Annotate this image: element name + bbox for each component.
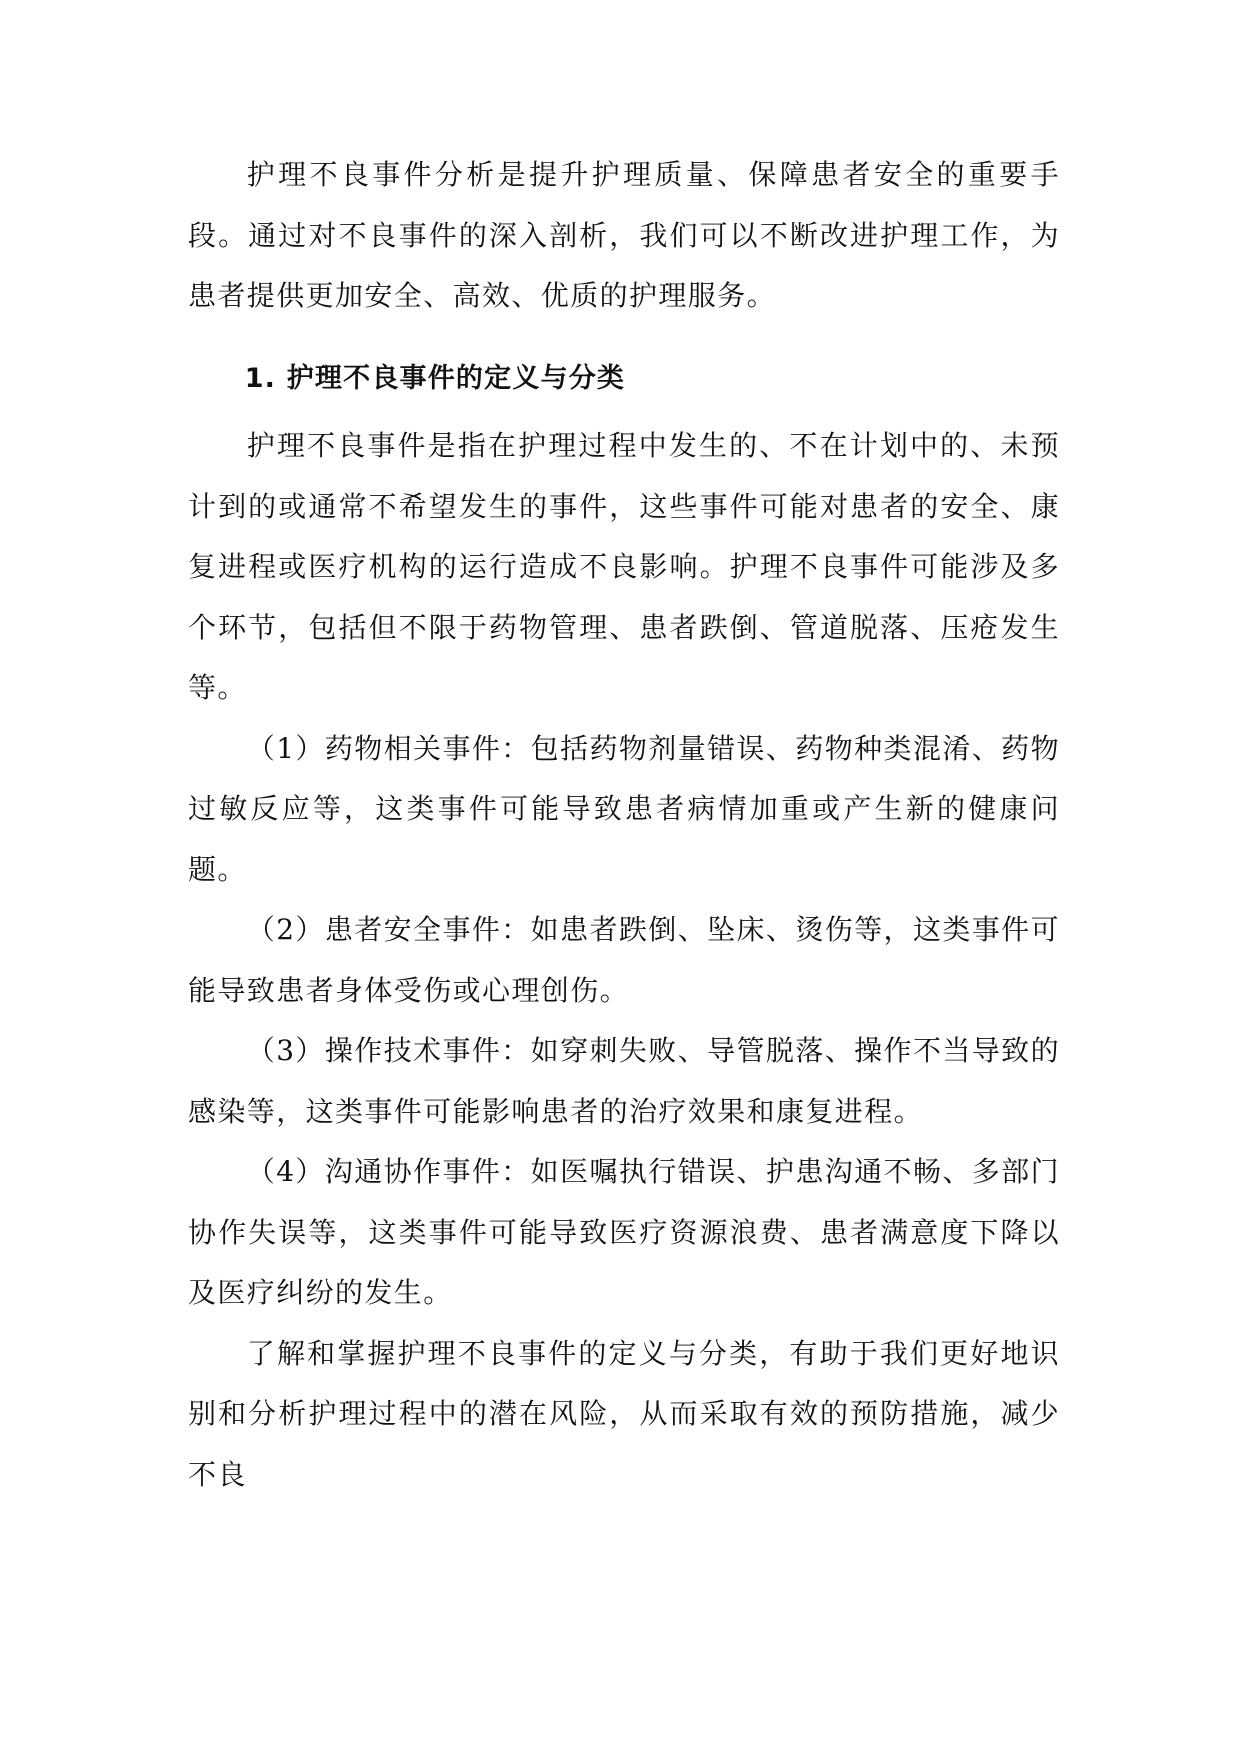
conclusion-paragraph: 了解和掌握护理不良事件的定义与分类，有助于我们更好地识别和分析护理过程中的潜在风险，从而采取有效的预防措施，减少不良: [188, 1336, 1060, 1491]
category-item-4: （4）沟通协作事件：如医嘱执行错误、护患沟通不畅、多部门协作失误等，这类事件可能导致医疗资源浪费、患者满意度下降以及医疗纠纷的发生。: [188, 1155, 1060, 1309]
document-body: [188, 145, 1060, 1505]
category-item-3: （3）操作技术事件：如穿刺失败、导管脱落、操作不当导致的感染等，这类事件可能影响患者的治疗效果和康复进程。: [188, 1034, 1060, 1128]
category-item-1: （1）药物相关事件：包括药物剂量错误、药物种类混淆、药物过敏反应等，这类事件可能导致患者病情加重或产生新的健康问题。: [188, 731, 1060, 886]
definition-paragraph: 护理不良事件是指在护理过程中发生的、不在计划中的、未预计到的或通常不希望发生的事件，这些事件可能对患者的安全、康复进程或医疗机构的运行造成不良影响。护理不良事件可能涉及多个环节，包括但不限于药物管理、患者跌倒、管道脱落、压疮发生等。: [188, 429, 1060, 704]
intro-paragraph: 护理不良事件分析是提升护理质量、保障患者安全的重要手段。通过对不良事件的深入剖析，我们可以不断改进护理工作，为患者提供更加安全、高效、优质的护理服务。: [188, 158, 1060, 312]
section-heading: 1. 护理不良事件的定义与分类: [244, 362, 626, 394]
category-item-2: （2）患者安全事件：如患者跌倒、坠床、烫伤等，这类事件可能导致患者身体受伤或心理创伤。: [188, 913, 1060, 1007]
